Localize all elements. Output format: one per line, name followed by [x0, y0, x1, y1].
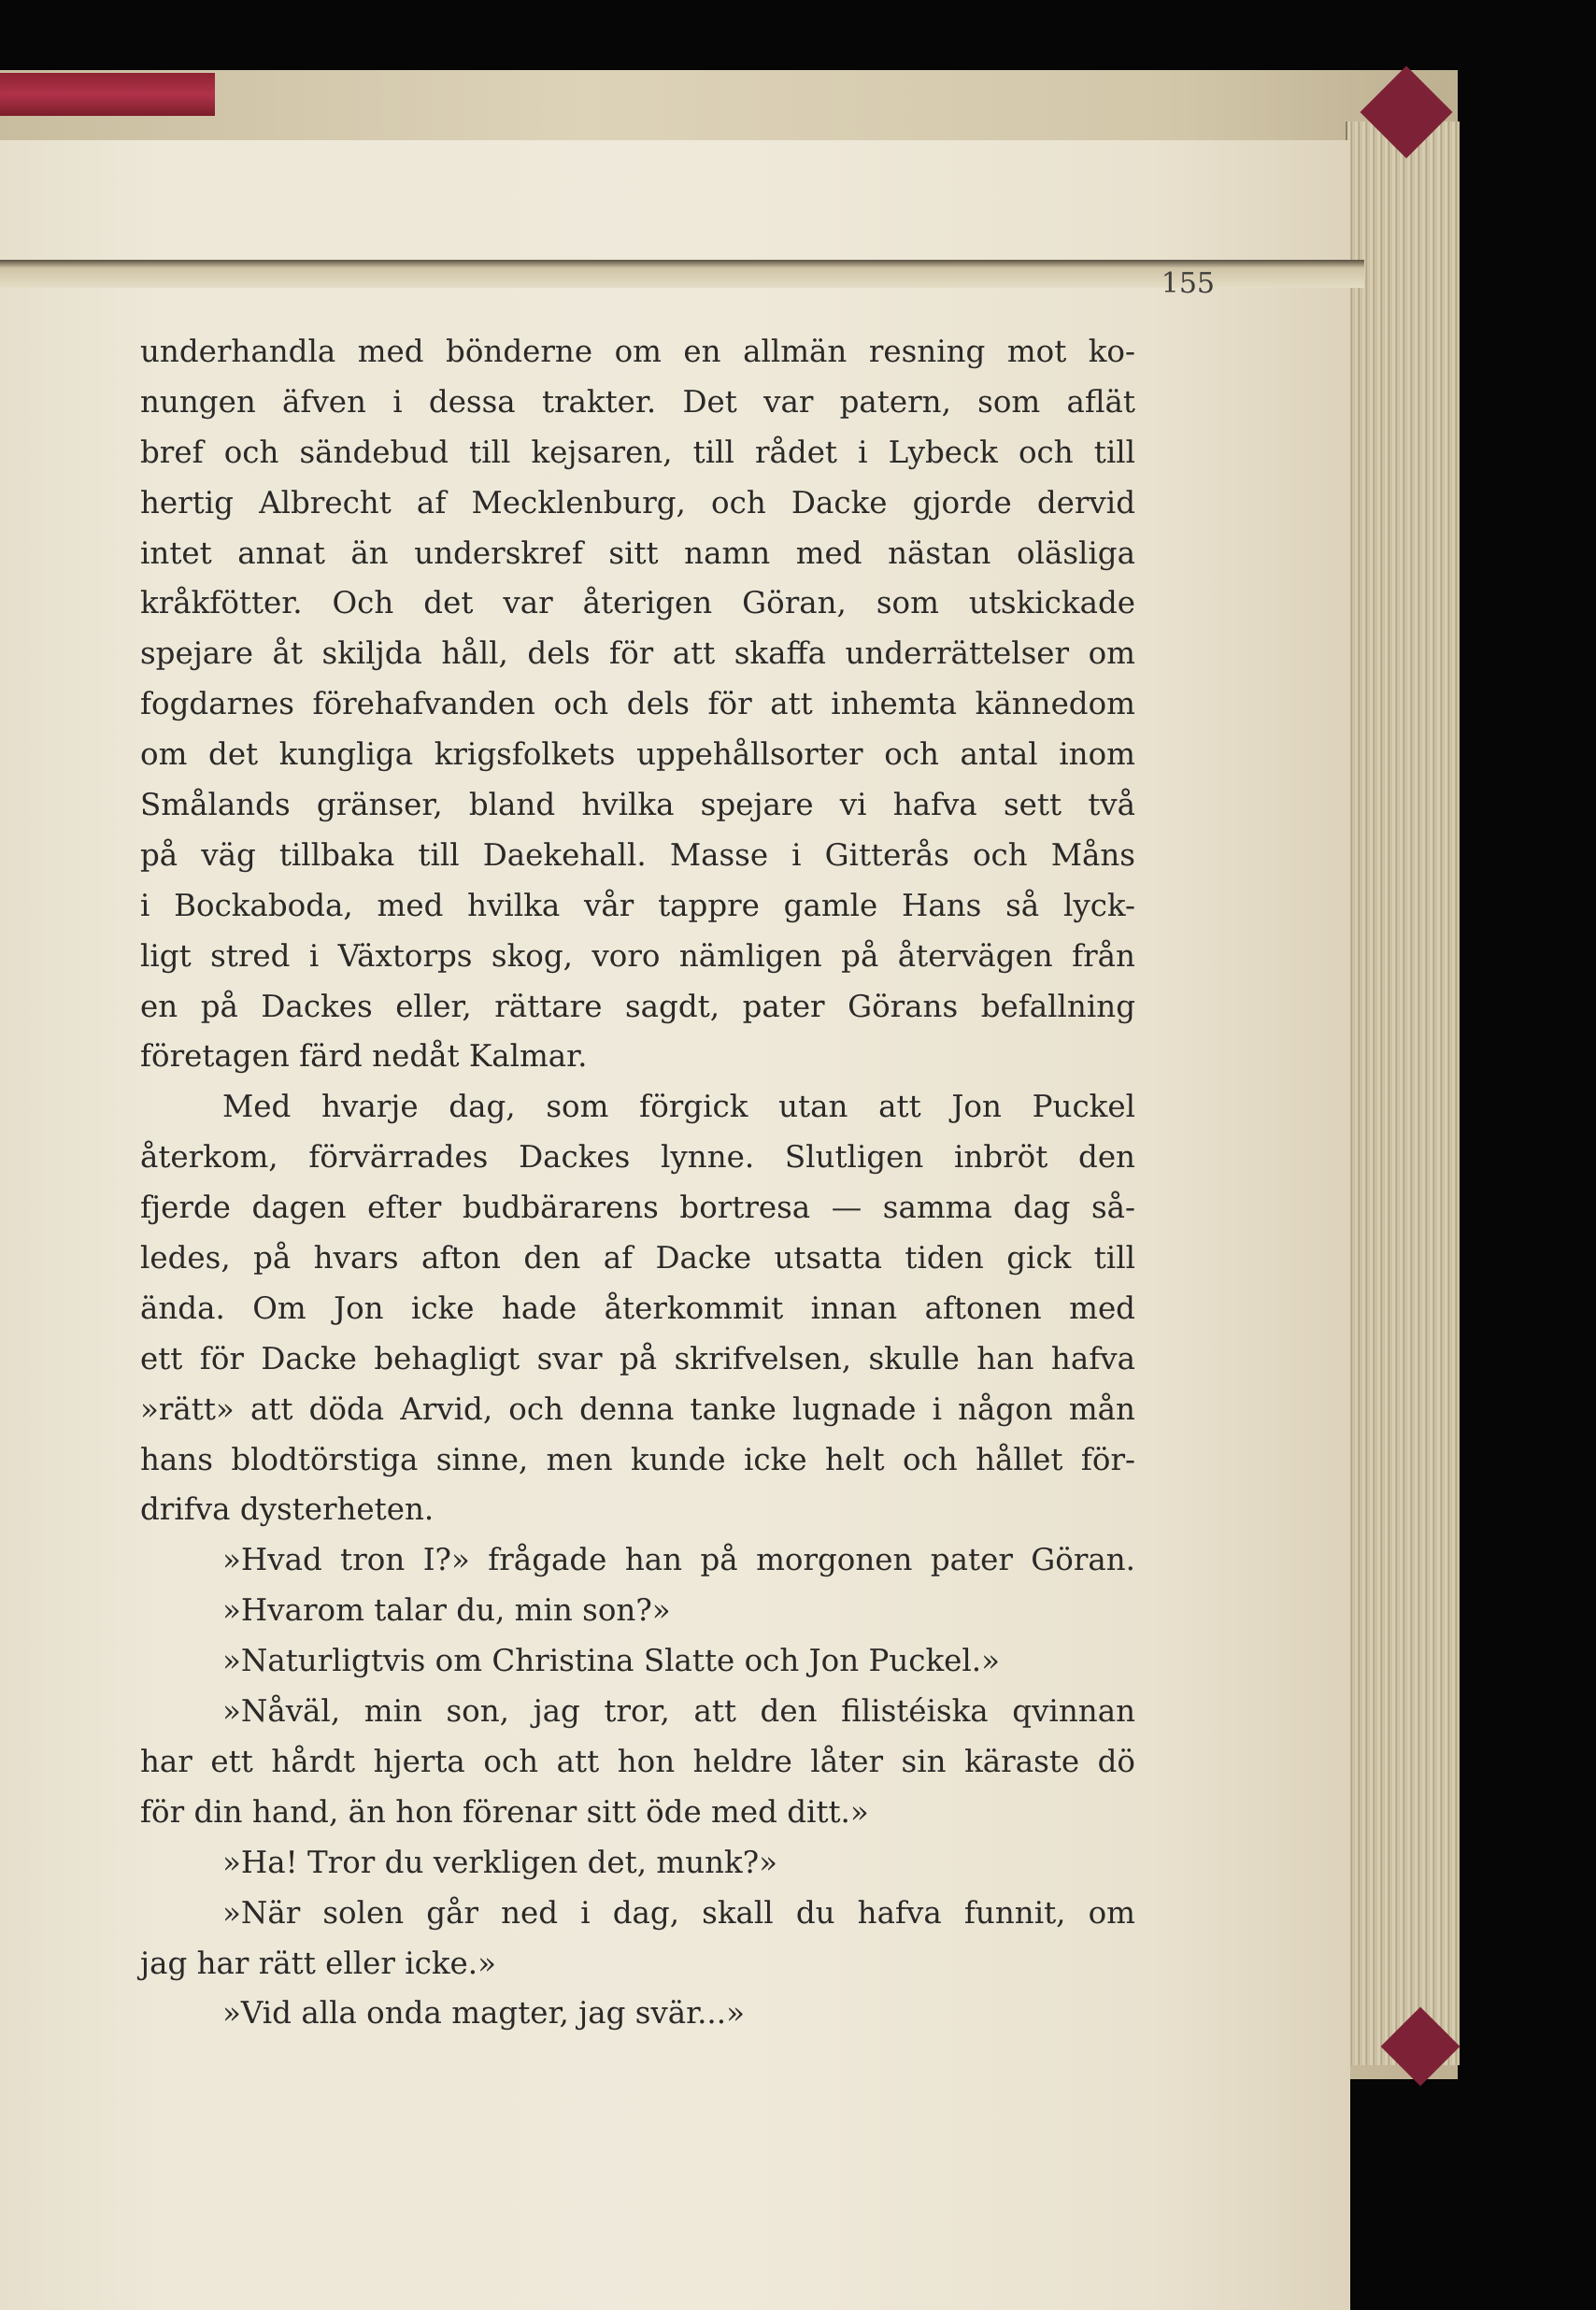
text-line: fjerde dagen efter budbärarens bortresa — samma dag så- [140, 1190, 1135, 1226]
text-line: intet annat än underskref sitt namn med nästan oläsliga [140, 535, 1135, 571]
text-line: »rätt» att döda Arvid, och denna tanke lugnade i någon mån [140, 1390, 1135, 1427]
text-line: i Bockaboda, med hvilka vår tappre gamle Hans så lyck- [140, 887, 1135, 923]
text-line: »Hvarom talar du, min son?» [222, 1592, 671, 1629]
text-line: kråkfötter. Och det var återigen Göran, som utskickade [140, 585, 1135, 621]
text-line: om det kungliga krigsfolkets uppehållsorter och antal inom [140, 736, 1135, 773]
text-line: Med hvarje dag, som förgick utan att Jon Puckel [222, 1089, 1135, 1125]
text-line: ett för Dacke behagligt svar på skrifvelsen, skulle han hafva [140, 1340, 1135, 1376]
text-line: ledes, på hvars afton den af Dacke utsatta tiden gick till [140, 1240, 1135, 1276]
text-line: nungen äfven i dessa trakter. Det var patern, som aflät [140, 383, 1135, 420]
bookmark-ribbon [0, 73, 215, 116]
text-line: ligt stred i Växtorps skog, voro nämligen på återvägen från [140, 937, 1135, 974]
page-number: 155 [1161, 267, 1215, 300]
text-line: Smålands gränser, bland hvilka spejare vi hafva sett två [140, 787, 1135, 823]
text-line: hertig Albrecht af Mecklenburg, och Dacke gjorde dervid [140, 484, 1135, 520]
text-line: fogdarnes förehafvanden och dels för att inhemta kännedom [140, 686, 1135, 722]
text-line: ända. Om Jon icke hade återkommit innan aftonen med [140, 1290, 1135, 1326]
body-text [140, 327, 1135, 2039]
text-line: underhandla med bönderne om en allmän resning mot ko- [140, 334, 1135, 369]
text-line: drifva dysterheten. [140, 1491, 435, 1528]
text-line: »Hvad tron I?» frågade han på morgonen pater Göran. [222, 1542, 1135, 1578]
text-line: jag har rätt eller icke.» [140, 1945, 496, 1981]
text-line: återkom, förvärrades Dackes lynne. Slutligen inbröt den [140, 1139, 1135, 1176]
text-line: bref och sändebud till kejsaren, till rådet i Lybeck och till [140, 434, 1135, 470]
text-line: »Nåväl, min son, jag tror, att den filistéiska qvinnan [222, 1693, 1135, 1730]
text-line: en på Dackes eller, rättare sagdt, pater Görans befallning [140, 988, 1135, 1024]
text-line: spejare åt skiljda håll, dels för att skaffa underrättelser om [140, 635, 1135, 672]
text-line: »Naturligtvis om Christina Slatte och Jon Puckel.» [222, 1643, 1001, 1679]
text-line: har ett hårdt hjerta och att hon heldre låter sin käraste dö [140, 1743, 1135, 1779]
text-line: för din hand, än hon förenar sitt öde med ditt.» [140, 1793, 869, 1830]
text-line: företagen färd nedåt Kalmar. [140, 1038, 588, 1075]
text-line: »När solen går ned i dag, skall du hafva funnit, om [222, 1894, 1135, 1931]
text-line: »Vid alla onda magter, jag svär...» [222, 1995, 745, 2032]
text-line: »Ha! Tror du verkligen det, munk?» [222, 1844, 778, 1880]
text-line: hans blodtörstiga sinne, men kunde icke helt och hållet för- [140, 1441, 1135, 1477]
text-line: på väg tillbaka till Daekehall. Masse i Gitterås och Måns [140, 836, 1135, 873]
page-stack-edge [1346, 121, 1460, 2065]
